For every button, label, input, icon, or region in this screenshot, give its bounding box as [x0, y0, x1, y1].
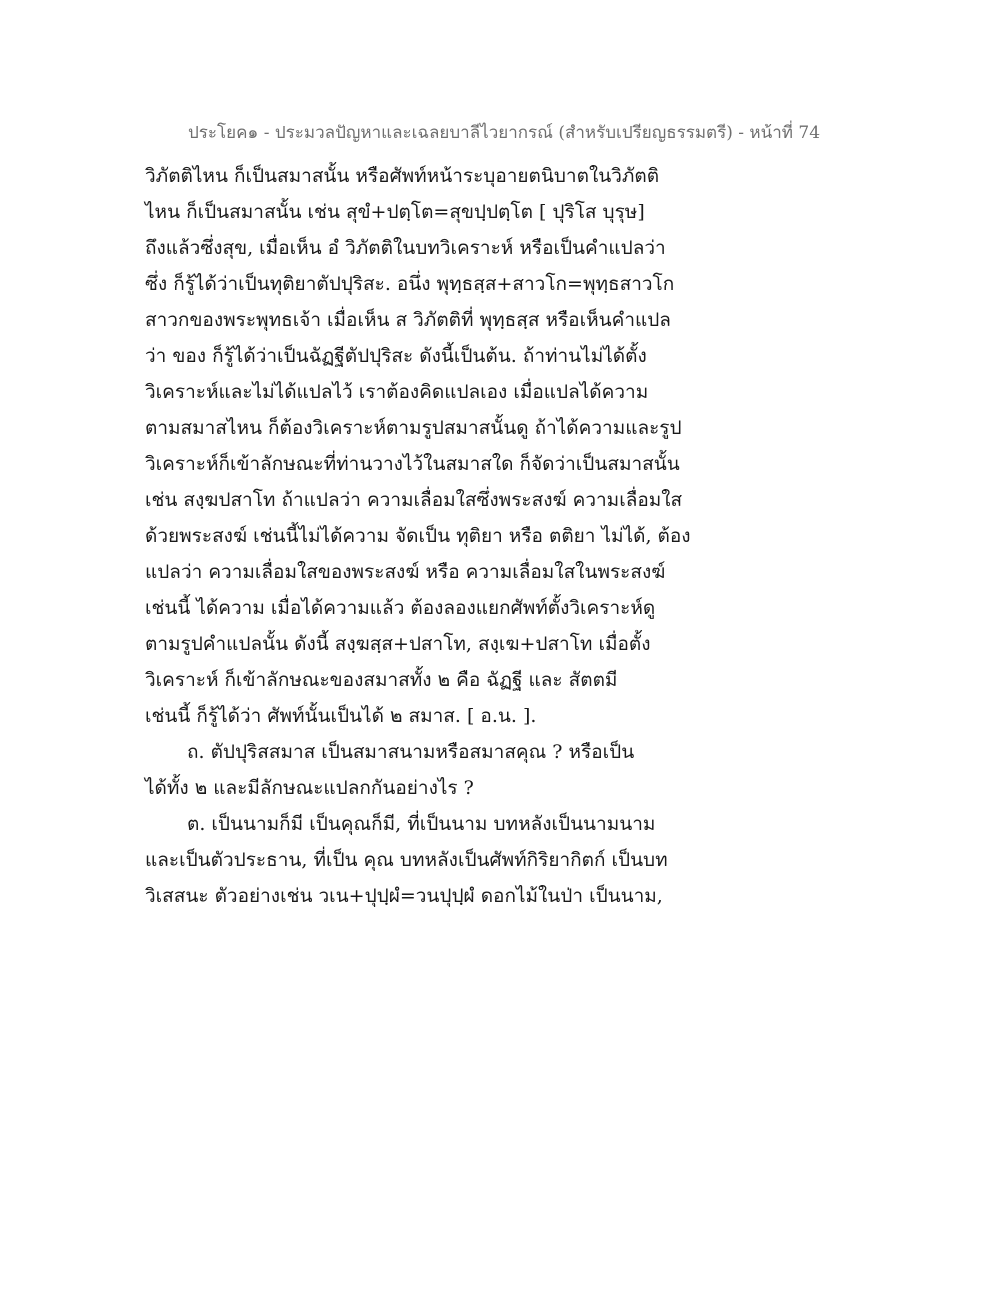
text-line: แปลว่า ความเลื่อมใสของพระสงฆ์ หรือ ความเลื่อมใสในพระสงฆ์	[145, 561, 666, 583]
text-line: ซึ่ง ก็รู้ได้ว่าเป็นทุติยาตัปปุริสะ. อนึ่ง พุทฺธสฺส+สาวโก=พุทฺธสาวโก	[145, 273, 675, 295]
text-line: ด้วยพระสงฆ์ เช่นนี้ไม่ได้ความ จัดเป็น ทุติยา หรือ ตติยา ไม่ได้, ต้อง	[145, 525, 691, 547]
text-line: เช่นนี้ ได้ความ เมื่อได้ความแล้ว ต้องลองแยกศัพท์ตั้งวิเคราะห์ดู	[145, 597, 656, 619]
text-line: ว่า ของ ก็รู้ได้ว่าเป็นฉัฏฐีตัปปุริสะ ดังนี้เป็นต้น. ถ้าท่านไม่ได้ตั้ง	[145, 345, 647, 367]
body-text	[145, 158, 865, 914]
text-line: วิเคราะห์และไม่ได้แปลไว้ เราต้องคิดแปลเอง เมื่อแปลได้ความ	[145, 381, 649, 403]
text-line: วิเคราะห์ ก็เข้าลักษณะของสมาสทั้ง ๒ คือ ฉัฏฐี และ สัตตมี	[145, 669, 618, 691]
answer-line: ต. เป็นนามก็มี เป็นคุณก็มี, ที่เป็นนาม บทหลังเป็นนามนาม	[187, 813, 656, 835]
text-line: และเป็นตัวประธาน, ที่เป็น คุณ บทหลังเป็นศัพท์กิริยากิตก์ เป็นบท	[145, 849, 668, 871]
running-header: ประโยค๑ - ประมวลปัญหาและเฉลยบาลีไวยากรณ์ (สำหรับเปรียญธรรมตรี) - หน้าที่ 74	[188, 123, 821, 143]
text-line: เช่น สงฺฆปสาโท ถ้าแปลว่า ความเลื่อมใสซึ่งพระสงฆ์ ความเลื่อมใส	[145, 489, 683, 511]
text-line: เช่นนี้ ก็รู้ได้ว่า ศัพท์นั้นเป็นได้ ๒ สมาส. [ อ.น. ].	[145, 705, 537, 727]
text-line: ไหน ก็เป็นสมาสนั้น เช่น สุขํ+ปตฺโต=สุขปฺปตฺโต [ ปุริโส บุรุษ]	[145, 201, 645, 223]
text-line: สาวกของพระพุทธเจ้า เมื่อเห็น ส วิภัตติที่ พุทฺธสฺส หรือเห็นคำแปล	[145, 309, 671, 331]
text-line: วิเคราะห์ก็เข้าลักษณะที่ท่านวางไว้ในสมาสใด ก็จัดว่าเป็นสมาสนั้น	[145, 453, 680, 475]
text-line: ถึงแล้วซึ่งสุข, เมื่อเห็น อํ วิภัตติในบทวิเคราะห์ หรือเป็นคำแปลว่า	[145, 237, 666, 259]
text-line: วิภัตติไหน ก็เป็นสมาสนั้น หรือศัพท์หน้าระบุอายตนิบาตในวิภัตติ	[145, 165, 660, 187]
text-line: ตามสมาสไหน ก็ต้องวิเคราะห์ตามรูปสมาสนั้นดู ถ้าได้ความและรูป	[145, 417, 682, 439]
text-line: วิเสสนะ ตัวอย่างเช่น วเน+ปุปฺผํ=วนปุปฺผํ ดอกไม้ในป่า เป็นนาม,	[145, 885, 663, 907]
text-line: ตามรูปคำแปลนั้น ดังนี้ สงฺฆสฺส+ปสาโท, สงฺเฆ+ปสาโท เมื่อตั้ง	[145, 633, 651, 655]
question-line: ถ. ตัปปุริสสมาส เป็นสมาสนามหรือสมาสคุณ ? หรือเป็น	[187, 741, 635, 763]
text-line: ได้ทั้ง ๒ และมีลักษณะแปลกกันอย่างไร ?	[145, 777, 474, 799]
